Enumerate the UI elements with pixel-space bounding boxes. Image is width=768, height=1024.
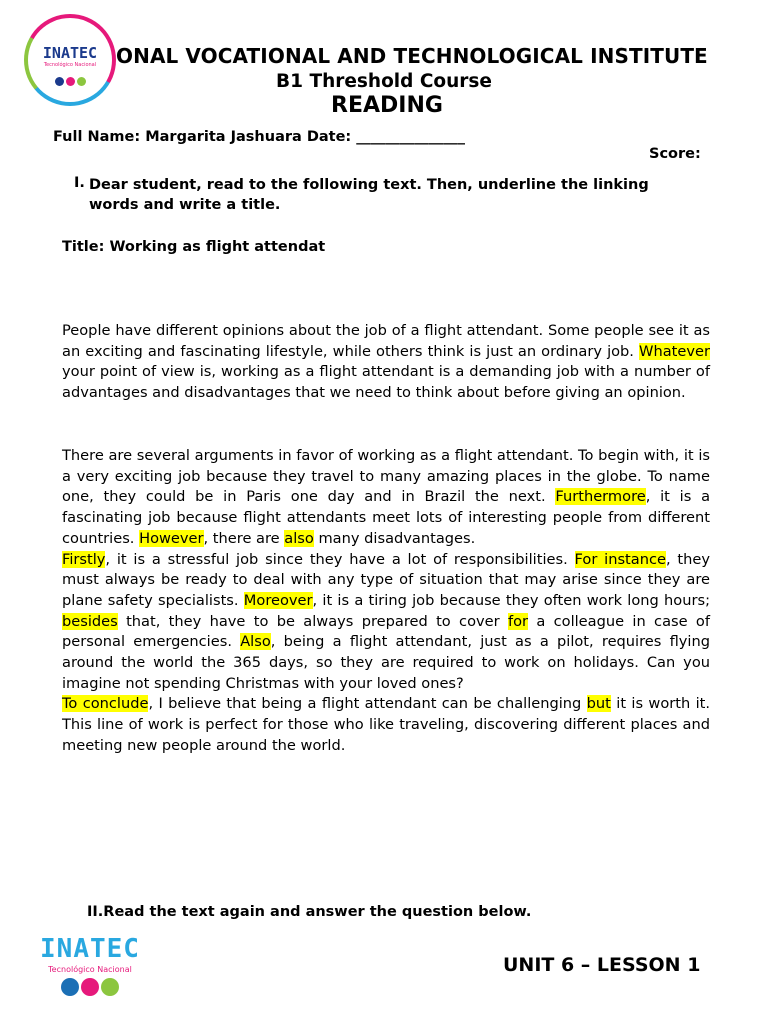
paragraph-text: , it is a stressful job since they have a lot of responsibilities. bbox=[105, 550, 575, 568]
footer-logo-text: INATEC bbox=[40, 934, 140, 964]
footer-logo-subtext: Tecnológico Nacional bbox=[48, 965, 132, 974]
linking-word-highlight: Also bbox=[240, 633, 271, 651]
paragraph-text: , I believe that being a flight attendant can be challenging bbox=[148, 695, 587, 713]
course-title: B1 Threshold Course bbox=[276, 71, 492, 92]
paragraph-text: , they must always be ready to deal with any type of situation that may arise since they are plane safety specialists. bbox=[62, 550, 710, 609]
linking-word-highlight: To conclude bbox=[62, 695, 149, 713]
inatec-footer-logo bbox=[31, 934, 149, 1004]
logo-subtext: Tecnológico Nacional bbox=[43, 62, 97, 68]
unit-lesson-label: UNIT 6 – LESSON 1 bbox=[503, 954, 701, 976]
linking-word-highlight: Furthermore bbox=[555, 488, 646, 506]
linking-word-highlight: for bbox=[507, 612, 529, 630]
paragraph-text: your point of view is, working as a flight attendant is a demanding job with a number of advantages and disadvantages that we need to think about before giving an opinion. bbox=[62, 363, 710, 402]
paragraph-text: it is worth it. This line of work is perfect for those who like traveling, discovering different places and meeting new people around the world. bbox=[62, 695, 710, 754]
paragraph-text: People have different opinions about the job of a flight attendant. Some people see it as an exciting and fascinating lifestyle, while others think is just an ordinary job. bbox=[62, 322, 710, 360]
score-label: Score: bbox=[649, 146, 701, 162]
paragraph-text: , there are bbox=[203, 529, 285, 547]
paragraph-text: , it is a tiring job because they often work long hours; bbox=[312, 591, 710, 609]
linking-word-highlight: but bbox=[586, 695, 611, 713]
paragraph-text: There are several arguments in favor of working as a flight attendant. To begin with, it is a very exciting job because they travel to many amazing places in the globe. To name one, they could be in Paris one day and in Brazil the next. bbox=[62, 447, 710, 506]
linking-word-highlight: Moreover bbox=[243, 591, 313, 609]
paragraph-body bbox=[62, 446, 710, 757]
paragraph-text: that, they have to be always prepared to cover bbox=[117, 612, 508, 630]
instruction-number: I. bbox=[74, 175, 85, 191]
text-title-line: Title: Working as flight attendat bbox=[62, 239, 326, 255]
full-name-date-line: Full Name: Margarita Jashuara Date: _______________ bbox=[53, 129, 466, 145]
compass-icon bbox=[61, 978, 79, 996]
institute-title: ONAL VOCATIONAL AND TECHNOLOGICAL INSTITUTE bbox=[116, 44, 708, 68]
linking-word-highlight: also bbox=[284, 529, 314, 547]
paragraph-text: , it is a fascinating job because flight attendants meet lots of interesting people from different countries. bbox=[62, 488, 711, 547]
section-two-instruction: II.Read the text again and answer the question below. bbox=[87, 904, 532, 920]
paragraph-text: a colleague in case of personal emergencies. bbox=[62, 612, 710, 651]
linking-word-highlight: besides bbox=[62, 612, 118, 630]
footer-logo-icons bbox=[31, 978, 149, 1000]
linking-word-highlight: However bbox=[139, 529, 204, 547]
logo-text: INATEC bbox=[42, 44, 98, 62]
linking-word-highlight: Firstly bbox=[62, 550, 106, 568]
leaf-icon bbox=[101, 978, 119, 996]
briefcase-icon bbox=[81, 978, 99, 996]
linking-word-highlight: For instance bbox=[574, 550, 666, 568]
paragraph-intro bbox=[62, 321, 710, 404]
linking-word-highlight: Whatever bbox=[639, 342, 710, 360]
paragraph-text: , being a flight attendant, just as a pilot, requires flying around the world the 365 days, so they are required to work on holidays. Can you imagine not spending Christmas with your loved ones? bbox=[62, 633, 710, 692]
instruction-text: Dear student, read to the following text. Then, underline the linking words and write a title. bbox=[89, 177, 649, 213]
section-heading: READING bbox=[331, 93, 443, 118]
paragraph-text: many disadvantages. bbox=[313, 529, 476, 547]
